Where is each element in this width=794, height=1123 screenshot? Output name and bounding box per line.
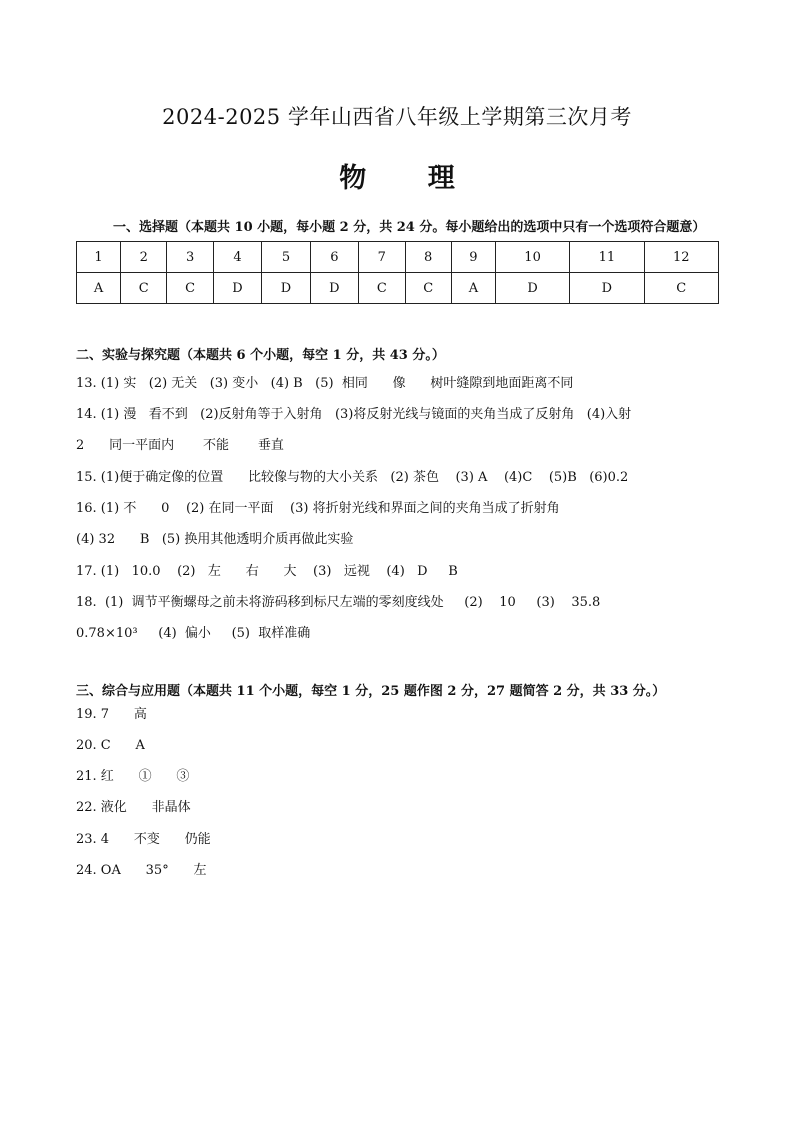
- answer-table-number-row: [77, 242, 719, 273]
- answer-line-14: 14. (1) 漫 看不到 (2)反射角等于入射角 (3)将反射光线与镜面的夹角当成了反射角 (4)入射: [76, 407, 632, 422]
- answer-line-18: 18. (1) 调节平衡螺母之前未将游码移到标尺左端的零刻度线处 (2) 10 (3) 35.8: [76, 595, 601, 610]
- question-number: 10: [495, 242, 569, 273]
- question-number: 3: [167, 242, 213, 273]
- answer-line-14-cont: 2 同一平面内 不能 垂直: [76, 438, 284, 453]
- subject-title: 物 理: [339, 163, 481, 194]
- question-number: 2: [121, 242, 167, 273]
- answer-table-answer-row: [77, 273, 719, 304]
- question-number: 4: [213, 242, 261, 273]
- answer-line-23: 23. 4 不变 仍能: [76, 832, 211, 847]
- answer-line-16: 16. (1) 不 0 (2) 在同一平面 (3) 将折射光线和界面之间的夹角当成了折射角: [76, 501, 560, 516]
- answer-cell: A: [451, 273, 495, 304]
- answer-cell: C: [644, 273, 718, 304]
- question-number: 12: [644, 242, 718, 273]
- answer-line-21: 21. 红 ① ③: [76, 769, 190, 784]
- question-number: 5: [262, 242, 310, 273]
- answer-cell: C: [121, 273, 167, 304]
- section3-heading: 三、综合与应用题（本题共 11 个小题，每空 1 分，25 题作图 2 分，27 题简答 2 分，共 33 分。）: [76, 684, 666, 699]
- answer-cell: D: [213, 273, 261, 304]
- answer-cell: C: [359, 273, 405, 304]
- section2-heading: 二、实验与探究题（本题共 6 个小题，每空 1 分，共 43 分。）: [76, 348, 445, 363]
- document-title: 2024-2025 学年山西省八年级上学期第三次月考: [162, 105, 632, 129]
- question-number: 7: [359, 242, 405, 273]
- answer-cell: D: [495, 273, 569, 304]
- answer-line-17: 17. (1) 10.0 (2) 左 右 大 (3) 远视 (4) D B: [76, 564, 458, 579]
- question-number: 8: [405, 242, 451, 273]
- answer-line-19: 19. 7 高: [76, 707, 147, 722]
- answer-cell: D: [262, 273, 310, 304]
- answer-line-16-cont: (4) 32 B (5) 换用其他透明介质再做此实验: [76, 532, 354, 547]
- answer-line-18-cont: 0.78×10³ (4) 偏小 (5) 取样准确: [76, 626, 311, 641]
- answer-line-22: 22. 液化 非晶体: [76, 800, 191, 815]
- answer-line-24: 24. OA 35° 左: [76, 863, 207, 878]
- answer-cell: C: [405, 273, 451, 304]
- answer-line-13: 13. (1) 实 (2) 无关 (3) 变小 (4) B (5) 相同 像 树叶缝隙到地面距离不同: [76, 376, 574, 391]
- answer-table: [76, 241, 719, 304]
- answer-line-15: 15. (1)便于确定像的位置 比较像与物的大小关系 (2) 茶色 (3) A (4)C (5)B (6)0.2: [76, 470, 629, 485]
- question-number: 11: [570, 242, 644, 273]
- answer-cell: D: [570, 273, 644, 304]
- question-number: 6: [310, 242, 358, 273]
- answer-cell: A: [77, 273, 121, 304]
- question-number: 1: [77, 242, 121, 273]
- section1-heading: 一、选择题（本题共 10 小题，每小题 2 分，共 24 分。每小题给出的选项中只有一个选项符合题意）: [113, 220, 706, 235]
- answer-cell: C: [167, 273, 213, 304]
- answer-cell: D: [310, 273, 358, 304]
- answer-line-20: 20. C A: [76, 738, 145, 753]
- question-number: 9: [451, 242, 495, 273]
